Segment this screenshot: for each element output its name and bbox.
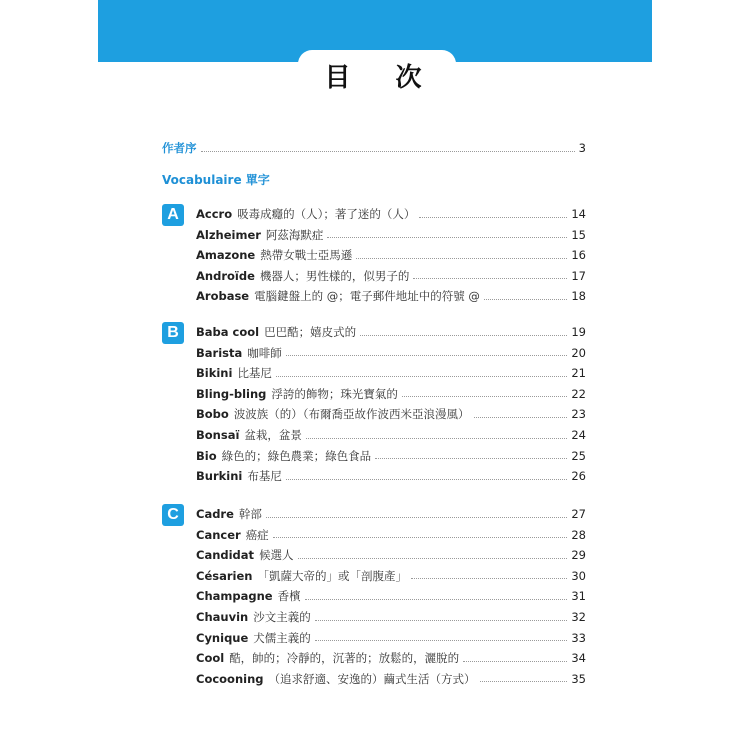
section-letter-c: C (162, 504, 184, 526)
toc-entry[interactable] (196, 670, 586, 688)
leader-dots (484, 299, 567, 300)
toc-entry[interactable] (196, 323, 586, 341)
page-number: 15 (571, 227, 586, 242)
leader-dots (276, 376, 567, 377)
entry-gloss: 盆栽，盆景 (244, 428, 302, 442)
entry-gloss: 酷，帥的；冷靜的，沉著的；放鬆的，灑脫的 (229, 651, 460, 666)
entry-gloss: 波波族（的）（布爾喬亞故作波西米亞浪漫風） (233, 407, 470, 422)
leader-dots (327, 237, 567, 238)
vocab-heading: Vocabulaire 單字 (162, 173, 270, 187)
leader-dots (266, 517, 567, 518)
toc-entry[interactable] (196, 567, 586, 585)
leader-dots (463, 661, 567, 662)
entry-gloss: 香檳 (277, 589, 301, 604)
leader-dots (360, 335, 567, 336)
entry-word: Champagne (196, 589, 273, 604)
toc-page (98, 0, 652, 750)
toc-entry[interactable] (196, 526, 586, 544)
entry-word: Cancer (196, 527, 241, 542)
page-number: 34 (571, 651, 586, 666)
page-number: 24 (571, 428, 586, 442)
toc-entry[interactable] (196, 344, 586, 362)
leader-dots (305, 599, 568, 600)
entry-word: Césarien (196, 568, 253, 583)
leader-dots (201, 151, 575, 152)
entry-gloss: 沙文主義的 (253, 610, 311, 624)
page-number: 16 (571, 248, 586, 263)
toc-entry[interactable] (196, 649, 586, 667)
toc-entry[interactable] (196, 447, 586, 465)
page-number: 35 (571, 671, 586, 686)
leader-dots (315, 620, 568, 621)
toc-entry[interactable] (196, 505, 586, 523)
page-number: 17 (571, 268, 586, 283)
entry-word: Chauvin (196, 610, 249, 624)
page-number: 3 (578, 141, 586, 155)
entry-word: Baba cool (196, 325, 260, 339)
page-number: 14 (571, 207, 586, 221)
page-number: 23 (571, 407, 586, 422)
toc-entry[interactable] (196, 267, 586, 285)
entry-word: Cocooning (196, 671, 264, 686)
page-title: 目 次 (324, 63, 440, 93)
section-letter-b: B (162, 322, 184, 344)
leader-dots (402, 396, 567, 397)
toc-entry[interactable] (196, 385, 586, 403)
entry-word: Barista (196, 345, 243, 360)
entry-gloss: 比基尼 (237, 366, 272, 381)
entry-word: Amazone (196, 248, 256, 263)
entry-word: Burkini (196, 469, 243, 484)
page-number: 20 (571, 345, 586, 360)
entry-word: Bio (196, 448, 217, 463)
page-number: 22 (571, 386, 586, 401)
page-number: 29 (571, 548, 586, 563)
page-number: 27 (571, 507, 586, 521)
page-number: 28 (571, 527, 586, 542)
entry-word: Bonsaï (196, 428, 240, 442)
entry-gloss: 布基尼 (247, 469, 282, 484)
entry-gloss: 咖啡師 (247, 345, 282, 360)
entry-gloss: 熱帶女戰士亞馬遜 (260, 248, 353, 263)
entry-word: Bling-bling (196, 386, 267, 401)
entry-gloss: （追求舒適、安逸的）繭式生活（方式） (268, 671, 476, 686)
section-letter-a: A (162, 204, 184, 226)
page-number: 25 (571, 448, 586, 463)
entry-gloss: 阿茲海默症 (265, 227, 324, 242)
entry-word: Cynique (196, 630, 249, 645)
entry-gloss: 癌症 (245, 527, 269, 542)
toc-entry[interactable] (196, 426, 586, 444)
preface-label: 作者序 (162, 141, 197, 155)
leader-dots (411, 578, 567, 579)
toc-entry[interactable] (196, 629, 586, 647)
page-number: 33 (571, 630, 586, 645)
page-number: 31 (571, 589, 586, 604)
toc-entry[interactable] (196, 246, 586, 264)
page-number: 19 (571, 325, 586, 339)
entry-gloss: 幹部 (238, 507, 262, 521)
page-number: 30 (571, 568, 586, 583)
leader-dots (419, 217, 567, 218)
toc-entry[interactable] (196, 405, 586, 423)
toc-entry[interactable] (196, 587, 586, 605)
leader-dots (480, 681, 568, 682)
entry-word: Cool (196, 651, 225, 666)
toc-entry-preface[interactable] (162, 139, 586, 157)
page-number: 18 (571, 289, 586, 304)
entry-gloss: 吸毒成癮的（人）；著了迷的（人） (237, 207, 416, 221)
entry-word: Accro (196, 207, 233, 221)
entry-word: Bobo (196, 407, 229, 422)
entry-gloss: 「凱薩大帝的」或「剖腹產」 (257, 568, 407, 583)
toc-entry[interactable] (196, 226, 586, 244)
toc-entry[interactable] (196, 287, 586, 305)
toc-entry[interactable] (196, 546, 586, 564)
leader-dots (298, 558, 568, 559)
entry-word: Arobase (196, 289, 250, 304)
entry-gloss: 犬儒主義的 (253, 630, 311, 645)
leader-dots (474, 417, 568, 418)
leader-dots (273, 537, 568, 538)
entry-word: Cadre (196, 507, 234, 521)
entry-gloss: 浮誇的飾物；珠光寶氣的 (271, 386, 398, 401)
entry-word: Androïde (196, 268, 255, 283)
entry-gloss: 綠色的；綠色農業；綠色食品 (221, 448, 372, 463)
entry-gloss: 巴巴酷；嬉皮式的 (264, 325, 357, 339)
entry-word: Alzheimer (196, 227, 261, 242)
entry-gloss: 機器人；男性樣的，似男子的 (259, 268, 410, 283)
leader-dots (413, 278, 567, 279)
leader-dots (306, 438, 567, 439)
toc-entry[interactable] (196, 364, 586, 382)
leader-dots (286, 355, 568, 356)
entry-word: Bikini (196, 366, 233, 381)
entry-gloss: 候選人 (259, 548, 294, 563)
leader-dots (375, 458, 567, 459)
leader-dots (356, 258, 567, 259)
toc-entry[interactable] (196, 467, 586, 485)
entry-word: Candidat (196, 548, 255, 563)
leader-dots (286, 479, 568, 480)
page-number: 21 (571, 366, 586, 381)
page-number: 32 (571, 610, 586, 624)
page-number: 26 (571, 469, 586, 484)
leader-dots (315, 640, 568, 641)
toc-entry[interactable] (196, 608, 586, 626)
entry-gloss: 電腦鍵盤上的 @；電子郵件地址中的符號 @ (254, 289, 480, 304)
toc-entry[interactable] (196, 205, 586, 223)
